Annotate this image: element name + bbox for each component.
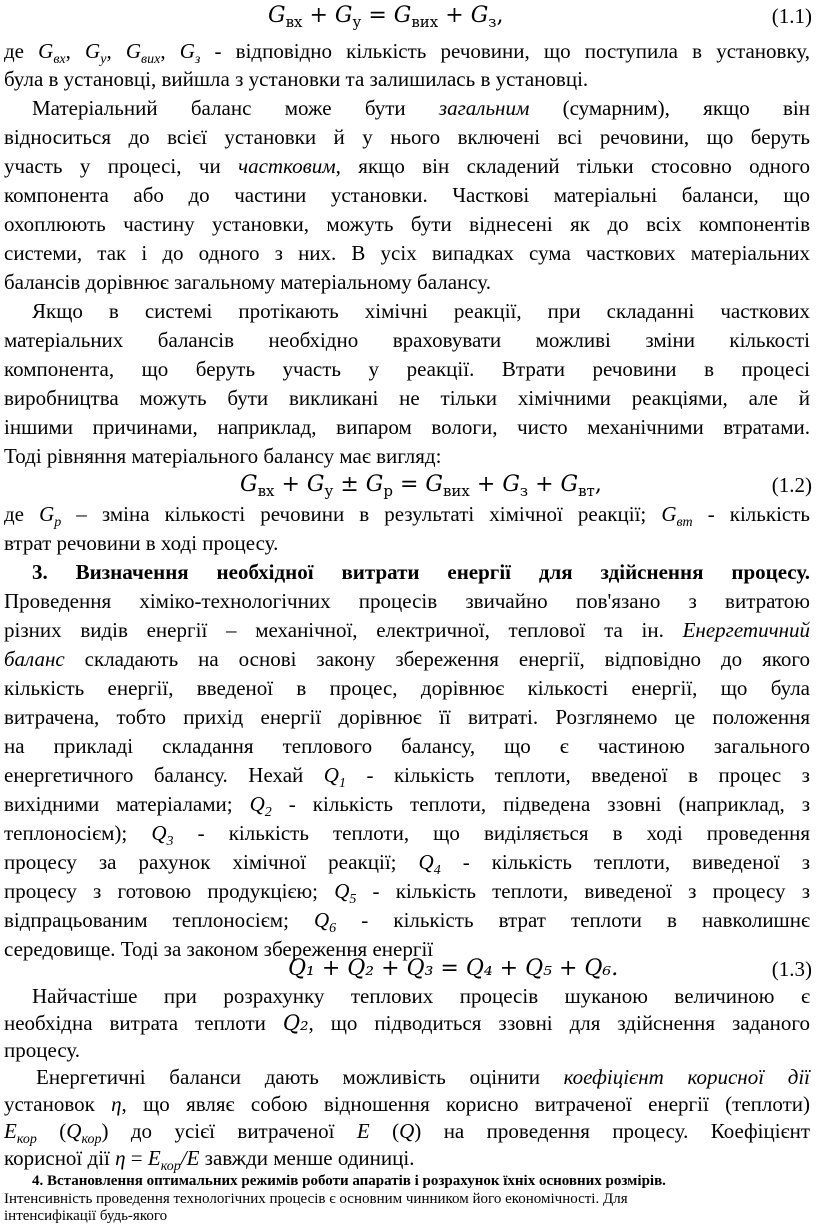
- equation-1-3: Q₁ + Q₂ + Q₃ = Q₄ + Q₅ + Q₆.: [288, 956, 619, 981]
- text-line: балансів дорівнює загальному матеріальному балансу.: [4, 270, 491, 294]
- section-heading-small: 4. Встановлення оптимальних режимів роботи апаратів і розрахунок їхніх основних розмірів.: [32, 1173, 666, 1189]
- text-line: охоплюють частину установки, можуть бути віднесені як до всіх компонентів: [4, 212, 810, 236]
- text-line: $E_{кор}$ $(Q_{кор})$ до усієї витраченої E (Q) на проведення процесу. Коефіцієнт: [4, 1119, 810, 1147]
- section-heading: 3. Визначення необхідної витрати енергії для здійснення процесу.: [32, 560, 810, 584]
- text-line: де $G_р$ – зміна кількості речовини в результаті хімічної реакції; $G_{вт}$ - кількість: [4, 502, 810, 530]
- text-line: компонента або до частини установки. Часткові матеріальні баланси, що: [4, 183, 810, 207]
- text-line: теплоносієм); $Q_3$ - кількість теплоти, що виділяється в ході проведення: [4, 821, 811, 849]
- text-line: участь у процесі, чи частковим, якщо він складений тільки стосовно одного: [4, 154, 811, 178]
- text-line: середовище. Тоді за законом збереження енергії: [4, 937, 434, 961]
- paragraph-start: Матеріальний баланс може бути загальним (сумарним), якщо він: [32, 96, 810, 120]
- text-line: установок η, що являє собою відношення корисно витраченої енергії (теплоти): [4, 1092, 810, 1116]
- small-text-line: Інтенсивність проведення технологічних процесів є основним чинником його економічності. Для: [4, 1191, 628, 1207]
- paragraph-start: Якщо в системі протікають хімічні реакції, при складанні часткових: [32, 299, 810, 323]
- text-line: відпрацьованим теплоносієм; $Q_6$ - кількість втрат теплоти в навколишнє: [4, 908, 810, 936]
- text-line: кількість енергії, введеної в процес, дорівнює кількості енергії, що була: [4, 676, 810, 700]
- text-line: вихідними матеріалами; $Q_2$ - кількість теплоти, підведена ззовні (наприклад, з: [4, 792, 810, 820]
- equation-number: (1.3): [771, 957, 812, 981]
- text-line: втрат речовини в ході процесу.: [4, 531, 279, 555]
- equation-number: (1.1): [771, 4, 812, 28]
- equation-1-2: $G_{вх} + G_у \pm G_р = G_{вих} + G_з + G_{вт}$,: [240, 472, 602, 500]
- text-line: корисної дії $\eta = E_{кор}/E$ завжди менше одиниці.: [4, 1146, 415, 1174]
- text-line: матеріальних балансів необхідно враховувати можливі зміни кількості: [4, 328, 810, 352]
- text-line: на прикладі складання теплового балансу, що є частиною загального: [4, 734, 810, 758]
- text-line: системи, так і до одного з них. В усіх випадках сума часткових матеріальних: [4, 241, 810, 265]
- text-line: енергетичного балансу. Нехай $Q_1$ - кількість теплоти, введеної в процес з: [4, 763, 810, 791]
- small-text-line: інтенсифікації будь-якого: [4, 1208, 168, 1224]
- text-line: відноситься до всієї установки й у нього включені всі речовини, що беруть: [4, 125, 810, 149]
- text-line: де $G_{вх}$, $G_у$, $G_{вих}$, $G_з$ - відповідно кількість речовини, що поступила в установку,: [4, 39, 811, 67]
- paragraph-start: Найчастіше при розрахунку теплових процесів шуканою величиною є: [32, 984, 810, 1008]
- text-line: Проведення хіміко-технологічних процесів звичайно пов'язано з витратою: [4, 589, 810, 613]
- text-line: компонента, що беруть участь у реакції. Втрати речовини в процесі: [4, 357, 810, 381]
- text-line: витрачена, тобто прихід енергії дорівнює її витраті. Розглянемо це положення: [4, 705, 810, 729]
- text-line: баланс складають на основі закону збереження енергії, відповідно до якого: [4, 647, 810, 671]
- text-line: процесу з готовою продукцією; $Q_5$ - кількість теплоти, виведеної з процесу з: [4, 879, 810, 907]
- text-line: необхідна витрата теплоти Q₂, що підводиться ззовні для здійснення заданого: [4, 1011, 810, 1035]
- paragraph-start: Енергетичні баланси дають можливість оцінити коефіцієнт корисної дії: [36, 1065, 810, 1089]
- text-line: була в установці, вийшла з установки та залишилась в установці.: [4, 67, 589, 91]
- text-line: різних видів енергії – механічної, електричної, теплової та ін. Енергетичний: [4, 618, 810, 642]
- text-line: процесу.: [4, 1038, 81, 1062]
- text-line: процесу за рахунок хімічної реакції; $Q_4$ - кількість теплоти, виведеної з: [4, 850, 810, 878]
- text-line: іншими причинами, наприклад, випаром вологи, чисто механічними втратами.: [4, 415, 810, 439]
- equation-1-1: $G_{вх} + G_у = G_{вих} + G_з$,: [268, 3, 504, 31]
- text-line: Тоді рівняння матеріального балансу має вигляд:: [4, 444, 442, 468]
- equation-number: (1.2): [771, 473, 812, 497]
- text-line: виробництва можуть бути викликані не тільки хімічними реакціями, але й: [4, 386, 810, 410]
